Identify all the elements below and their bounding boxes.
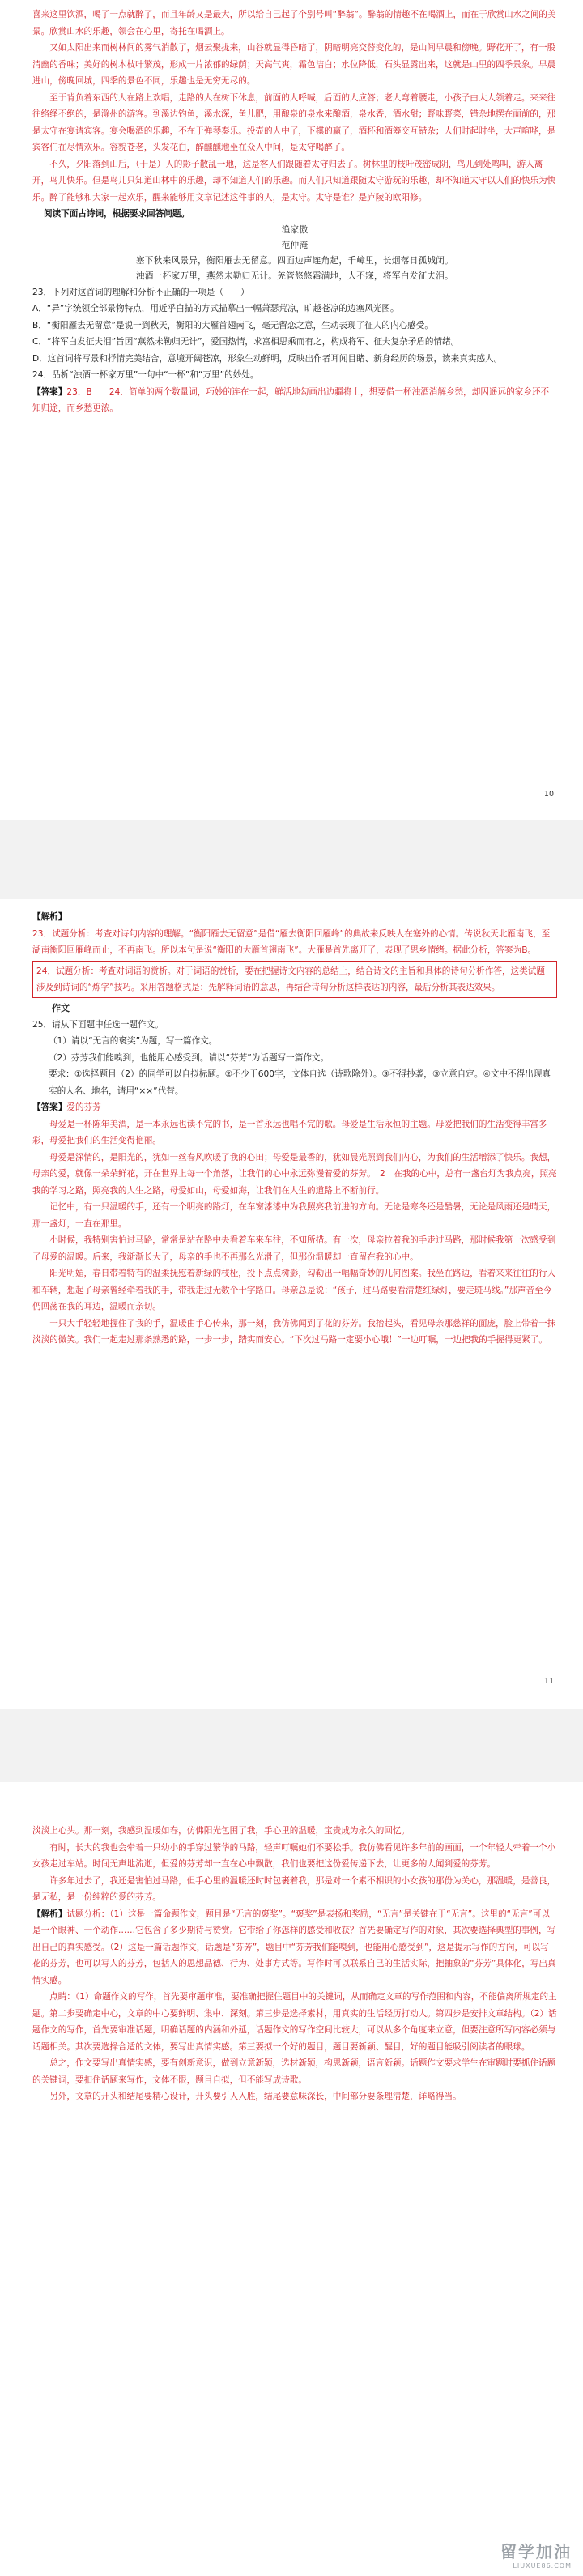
essay-paragraph: 许多年过去了，我还是害怕过马路，但手心里的温暖还时时包裹着我，那是对一个素不相识的小女孩的那份为关心，那温暖，是善良，是无私，是一份纯粹的爱的芬芳。 — [32, 1875, 556, 1902]
essay-heading: 作文 — [52, 1002, 70, 1013]
analysis-24: 24．试题分析：考查对词语的赏析。对于词语的赏析，要在把握诗文内容的总结上，结合诗文的主旨和具体的诗句分析作答，这类试题涉及到诗词的“炼字”技巧。采用答题格式是：先解释词语的意思，再结合诗句分析这样表达的内容，最后分析其表达效果。 — [36, 966, 545, 992]
answer-block — [32, 384, 557, 417]
watermark-subtext: LIUXUE86.COM — [513, 2562, 572, 2570]
page-10-content — [32, 6, 557, 417]
essay-paragraph: 一只大手轻轻地握住了我的手，温暖由手心传来，那一刻，我仿佛闻到了花的芬芳。我抬起头，看见母亲那慈祥的面庞，脸上带着一抹淡淡的微笑。我们一起走过那条熟悉的路，一步一步，踏实而安心。“下次过马路一定要小心哦！”一边叮嘱，一边把我的手握得更紧了。 — [32, 1318, 556, 1345]
reading-instruction: 阅读下面古诗词，根据要求回答问题。 — [44, 209, 190, 219]
translation-paragraph: 又如太阳出来而树林间的雾气消散了，烟云聚拢来，山谷就显得昏暗了，阴暗明亮交替变化的，是山间早晨和傍晚。野花开了，有一股清幽的香味；美好的树木枝叶繁茂，形成一片浓郁的绿荫；天高气爽，霜色洁白；水位降低，石头显露出来，这就是山里的四季景象。早晨进山，傍晚回城，四季的景色不同，乐趣也是无穷无尽的。 — [32, 43, 556, 86]
poem-author: 范仲淹 — [281, 240, 309, 250]
poem-line: 浊酒一杯家万里，燕然未勒归无计。羌管悠悠霜满地，人不寐，将军白发征夫泪。 — [135, 271, 454, 281]
page-number: 11 — [543, 1677, 554, 1686]
analysis-text: 试题分析：（1）这是一篇命题作文，题目是“无言的褒奖”。“褒奖”是表扬和奖励，“无言”是关键在于“无言”。这里的“无言”可以是一个眼神、一个动作……它包含了多少期待与赞赏。它带给了你怎样的感受和收获？首先要确定写作的对象，其次要选择典型的事例，写出自己的真实感受。（2）这是一篇话题作文，话题是“芬芳”，题目中“芬芳我们能嗅到，也能用心感受到”，这是提示写作的方向，可以写花的芬芳，也可以写人的芬芳，包括人的思想品德、行为、处事方式等。写作时可以联系自己的生活实际，把抽象的“芬芳”具体化，写出真情实感。 — [32, 1909, 556, 1985]
poem-line: 塞下秋来风景异，衡阳雁去无留意。四面边声连角起，千嶂里，长烟落日孤城闭。 — [135, 255, 454, 266]
essay-paragraph: 淡淡上心头。那一刻，我感到温暖如春，仿佛阳光包围了我，手心里的温暖，宝贵成为永久的回忆。 — [32, 1826, 411, 1836]
analysis-label: 【解析】 — [32, 912, 67, 922]
translation-paragraph: 至于背负着东西的人在路上欢唱，走路的人在树下休息，前面的人呼喊，后面的人应答；老人弯着腰走，小孩子由大人领着走。来来往往络绎不绝的，是滁州的游客。到溪边钓鱼，溪水深，鱼儿肥，用酿泉的泉水来酿酒，泉水香，酒水甜；野味野菜，错杂地摆在面前的，那是太守在宴请宾客。宴会喝酒的乐趣，不在于弹琴奏乐。投壶的人中了，下棋的赢了，酒杯和酒筹交互错杂；人们时起时坐，大声喧哗，是宾客们在尽情欢乐。容貌苍老，头发花白，醉醺醺地坐在众人中间，是太守喝醉了。 — [32, 92, 556, 152]
document-page-12 — [0, 1782, 583, 2576]
option-a: A．“异”字统领全部景物特点，用近乎白描的方式描摹出一幅萧瑟荒凉，旷越苍凉的边塞风光图。 — [32, 304, 399, 313]
analysis-label: 【解析】 — [32, 1909, 67, 1919]
answer-label: 【答案】 — [32, 1102, 67, 1112]
translation-paragraph: 喜来这里饮酒，喝了一点就醉了，而且年龄又是最大，所以给自己起了个别号叫“醉翁”。醉翁的情趣不在喝酒上，而在于欣赏山水之间的美景。欣赏山水的乐趣，领会在心里，寄托在喝酒上。 — [32, 10, 556, 36]
answer-text: 23．B 24．简单的两个数量词，巧妙的连在一起，鲜活地勾画出边疆将士，想要借一杯浊酒消解乡愁，却因遥远的家乡还不知归途，而乡愁更浓。 — [32, 386, 550, 413]
analysis-block — [32, 1906, 557, 1990]
option-d: D．这首词将写景和抒情完美结合，意境开阔苍凉，形象生动鲜明，反映出作者耳闻目睹、新身经历的场景，读来真实感人。 — [32, 353, 503, 364]
essay-requirements: 要求：①选择题目（2）的同学可以自拟标题。②不少于600字，文体自选（诗歌除外）。③不得抄袭，③立意自定。④文中不得出现真实的人名、地名，请用“××”代替。 — [49, 1069, 551, 1096]
tip-paragraph: 另外，文章的开头和结尾要精心设计，开头要引人入胜，结尾要意味深长，中间部分要条理清楚，详略得当。 — [49, 2092, 462, 2101]
page-number: 10 — [543, 790, 554, 799]
essay-paragraph: 有时，长大的我也会牵着一只幼小的手穿过繁华的马路，轻声叮嘱她们不要松手。我仿佛看见许多年前的画面，一个年轻人牵着一个小女孩走过车站。时间无声地流逝，但爱的芬芳却一直在心中飘散，我们也要把这份爱传递下去，让更多的人闻到爱的芬芳。 — [32, 1842, 556, 1869]
option-c: C．“将军白发征夫泪”旨因“燕然未勒归无计”，爱国热情，求富相思乘而有之，构成将军、征夫复杂矛盾的情绪。 — [32, 337, 460, 347]
answer-label: 【答案】 — [32, 386, 67, 397]
page-12-content — [32, 1823, 557, 2105]
essay-topic-2: （2）芬芳我们能嗅到，也能用心感受到。请以“芬芳”为话题写一篇作文。 — [49, 1052, 330, 1063]
document-page-10 — [0, 0, 583, 820]
tip-paragraph: 点睛：（1）命题作文的写作，首先要审题审准，要准确把握住题目中的关键词，从而确定文章的写作范围和内容，不能偏离所规定的主题。第二步要确定中心，文章的中心要鲜明、集中、深刻。第三步是选择素材，用真实的生活经历打动人。第四步是安排文章结构。（2）话题作文的写作，首先要审准话题，明确话题的内涵和外延，话题作文的写作空间比较大，可以从多个角度来立意，但要注意所写内容必须与话题相关。其次要选择合适的文体，要写出真情实感。第三要拟一个好的题目，题目要新颖、醒目，好的题目能吸引阅读者的眼球。 — [32, 1992, 557, 2052]
analysis-23: 23．试题分析：考查对诗句内容的理解。“衡阳雁去无留意”是借“雁去衡阳回雁峰”的典故来反映人在塞外的心情。传说秋天北雁南飞，至湖南衡阳回雁峰而止，不再南飞。所以本句是说“衡阳的大雁首翅南飞”。大雁是首先离开了，表现了思乡情绪。据此分析，答案为B。 — [32, 928, 551, 955]
page-gap — [0, 1709, 583, 1782]
translation-paragraph: 不久，夕阳落到山后，（于是）人的影子散乱一地，这是客人们跟随着太守归去了。树林里的枝叶茂密成阴，鸟儿到处鸣叫，游人离开，鸟儿快乐。但是鸟儿只知道山林中的乐趣，却不知道人们的乐趣。而人们只知道跟随太守游玩的乐趣，却不知道太守以人们的快乐为快乐。醉了能够和大家一起欢乐，醒来能够用文章记述这件事的人，是太守。太守是谁？是庐陵的欧阳修。 — [32, 159, 556, 203]
essay-paragraph: 母爱是深情的，是阳光的，犹如一丝春风吹暖了我的心田；母爱是最香的，犹如晨光照到我们内心，为我们的生活增添了快乐。我想，母亲的爱，就像一朵朵鲜花，开在世界上每一个角落，让我们的心中永远弥漫着爱的芬芳。 2 在我的心中，总有一盏台灯为我点亮，照亮我的学习之路，照亮我的人生之路，母爱如山，母爱如海，让我们在人生的道路上不断前行。 — [32, 1152, 557, 1196]
essay-paragraph: 阳光明媚，春日带着特有的温柔抚慰着新绿的枝桠，投下点点树影，勾勒出一幅幅奇妙的几何图案。我坐在路边，看着来来往往的行人和车辆，想起了母亲曾经牵着我的手，带我走过无数个十字路口。母亲总是说：“孩子，过马路要看清楚红绿灯，要走斑马线。”那声音至今仍回荡在我的耳边，温暖而亲切。 — [32, 1269, 556, 1311]
question-24: 24．品析“浊酒一杯家万里”一句中“一杯”和“万里”的妙处。 — [32, 370, 259, 380]
watermark-text: 留学加油 — [500, 2542, 572, 2561]
question-25: 25．请从下面题中任选一题作文。 — [32, 1019, 164, 1030]
question-23: 23．下列对这首词的理解和分析不正确的一项是（ ） — [32, 287, 249, 297]
page-gap — [0, 820, 583, 899]
poem-title: 渔家傲 — [281, 224, 309, 235]
essay-title: 爱的芬芳 — [66, 1102, 101, 1112]
essay-topic-1: （1）请以“无言的褒奖”为题，写一篇作文。 — [49, 1036, 218, 1046]
document-page-11 — [0, 899, 583, 1709]
analysis-24-box — [32, 961, 557, 998]
tip-paragraph: 总之，作文要写出真情实感，要有创新意识，做到立意新颖，选材新颖，构思新颖，语言新颖。话题作文要求学生在审题时要抓住话题的关键词，要扣住话题来写作，文体不限，题目自拟，但不能写成诗歌。 — [32, 2058, 556, 2085]
option-b: B．“衡阳雁去无留意”是说一到秋天，衡阳的大雁首翅南飞，毫无留恋之意，生动表现了征人的内心感受。 — [32, 320, 433, 331]
essay-paragraph: 母爱是一杯陈年美酒，是一本永远也读不完的书，是一首永远也唱不完的歌。母爱是生活永恒的主题。母爱把我们的生活变得丰富多彩，母爱把我们的生活变得艳丽。 — [32, 1119, 547, 1145]
site-watermark-logo — [500, 2539, 572, 2570]
answer-block — [32, 1099, 557, 1116]
essay-paragraph: 记忆中，有一只温暖的手，还有一个明亮的路灯，在车窗漆漆中为我照亮我前进的方向。无论是寒冬还是酷暑，无论是风雨还是晴天，那一盏灯，一直在那里。 — [32, 1202, 556, 1229]
essay-paragraph: 小时候，我特别害怕过马路，常常是站在路中央看着车来车往，不知所措。有一次，母亲拉着我的手走过马路，那时候我第一次感受到了母爱的温暖。后来，我渐渐长大了，母亲的手也不再那么光滑了，但那份温暖却一直留在我的心中。 — [32, 1235, 556, 1262]
page-11-content — [32, 909, 557, 1349]
